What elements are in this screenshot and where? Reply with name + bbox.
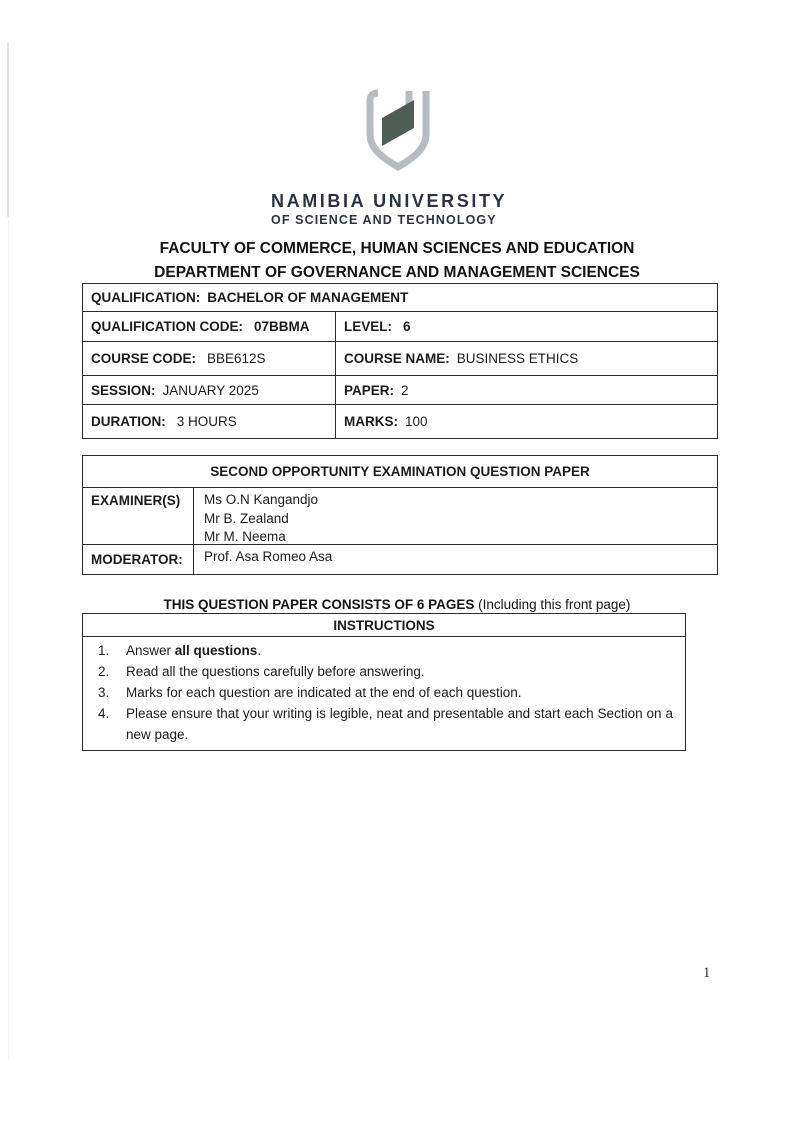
qualification-code-value: 07BBMA bbox=[254, 319, 310, 334]
duration-cell bbox=[83, 405, 335, 438]
session-label: SESSION: bbox=[91, 382, 156, 398]
course-code-value: BBE612S bbox=[207, 351, 266, 366]
instruction-number: 1. bbox=[98, 643, 110, 658]
page-count-note-regular: (Including this front page) bbox=[474, 597, 631, 612]
duration-label: DURATION: bbox=[91, 414, 166, 429]
instruction-text: Marks for each question are indicated at the end of each question. bbox=[126, 685, 522, 700]
instruction-number: 2. bbox=[98, 664, 110, 679]
qualification-code-cell bbox=[83, 312, 335, 341]
department-title: DEPARTMENT OF GOVERNANCE AND MANAGEMENT SCIENCES bbox=[154, 264, 640, 281]
course-code-cell bbox=[83, 342, 335, 375]
page-count-note-bold: THIS QUESTION PAPER CONSISTS OF 6 PAGES bbox=[163, 597, 475, 612]
instruction-text-pre: Answer bbox=[126, 643, 175, 658]
paper-label: PAPER: bbox=[344, 382, 395, 398]
level-value: 6 bbox=[403, 319, 411, 334]
instructions-list bbox=[83, 637, 685, 745]
instruction-text-post: . bbox=[257, 643, 262, 658]
university-crest-logo bbox=[340, 86, 456, 176]
table-row-qualification bbox=[83, 284, 717, 311]
moderator-label: MODERATOR: bbox=[91, 552, 183, 567]
instruction-item bbox=[83, 682, 685, 703]
paper-cell bbox=[335, 376, 717, 404]
course-name-value: BUSINESS ETHICS bbox=[456, 351, 579, 366]
university-name-sub: OF SCIENCE AND TECHNOLOGY bbox=[271, 213, 497, 227]
table-row-moderator bbox=[83, 544, 717, 574]
examiner-name: Mr B. Zealand bbox=[204, 510, 289, 526]
instruction-text: Please ensure that your writing is legible, neat and presentable and start each Section on a new page. bbox=[126, 706, 673, 742]
instructions-box bbox=[82, 613, 686, 751]
page-number: 1 bbox=[703, 965, 711, 981]
course-name-label: COURSE NAME: bbox=[344, 351, 450, 366]
qualification-value: BACHELOR OF MANAGEMENT bbox=[207, 290, 409, 305]
level-cell bbox=[335, 312, 717, 341]
emblem-parallelogram-icon bbox=[382, 100, 414, 146]
instructions-title: INSTRUCTIONS bbox=[83, 614, 685, 637]
instruction-text: Read all the questions carefully before answering. bbox=[126, 664, 425, 679]
course-code-label: COURSE CODE: bbox=[91, 351, 197, 366]
paper-value: 2 bbox=[401, 382, 409, 398]
course-name-cell bbox=[335, 342, 717, 375]
moderator-label-cell bbox=[83, 545, 193, 574]
qualification-code-label: QUALIFICATION CODE: bbox=[91, 319, 243, 334]
table-row-examiners bbox=[83, 487, 717, 544]
scan-artifact-line bbox=[7, 42, 9, 217]
qualification-label: QUALIFICATION: bbox=[91, 290, 201, 305]
moderator-name-cell: Prof. Asa Romeo Asa bbox=[193, 545, 717, 574]
instruction-text-bold: all questions bbox=[174, 643, 258, 658]
table-row-session-paper bbox=[83, 375, 717, 404]
faculty-title: FACULTY OF COMMERCE, HUMAN SCIENCES AND EDUCATION bbox=[159, 240, 635, 257]
university-name: NAMIBIA UNIVERSITY bbox=[271, 191, 508, 211]
table-row-code-level bbox=[83, 311, 717, 341]
examiners-names-cell bbox=[193, 488, 717, 544]
instruction-text bbox=[126, 640, 685, 661]
instruction-item bbox=[83, 661, 685, 682]
instruction-item bbox=[83, 640, 685, 661]
table-row-course bbox=[83, 341, 717, 375]
course-info-table bbox=[82, 283, 718, 439]
session-value: JANUARY 2025 bbox=[162, 382, 259, 398]
university-wordmark bbox=[271, 192, 507, 227]
instruction-item bbox=[83, 703, 685, 745]
marks-value: 100 bbox=[405, 414, 428, 429]
examiners-label: EXAMINER(S) bbox=[91, 493, 181, 508]
examiners-table bbox=[82, 455, 718, 575]
session-cell bbox=[83, 376, 335, 404]
page-count-note bbox=[0, 597, 794, 612]
exam-paper-title: SECOND OPPORTUNITY EXAMINATION QUESTION PAPER bbox=[210, 464, 590, 479]
qualification-cell bbox=[83, 284, 717, 311]
examiners-label-cell bbox=[83, 488, 193, 544]
instruction-number: 3. bbox=[98, 685, 110, 700]
examiner-name: Ms O.N Kangandjo bbox=[204, 492, 319, 507]
duration-value: 3 HOURS bbox=[176, 414, 237, 429]
marks-cell bbox=[335, 405, 717, 438]
instruction-number: 4. bbox=[98, 706, 110, 721]
level-label: LEVEL: bbox=[344, 319, 393, 334]
scan-artifact-line bbox=[8, 220, 9, 1060]
table-row-duration-marks bbox=[83, 404, 717, 438]
examiner-name: Mr M. Neema bbox=[204, 529, 286, 544]
marks-label: MARKS: bbox=[344, 414, 398, 429]
